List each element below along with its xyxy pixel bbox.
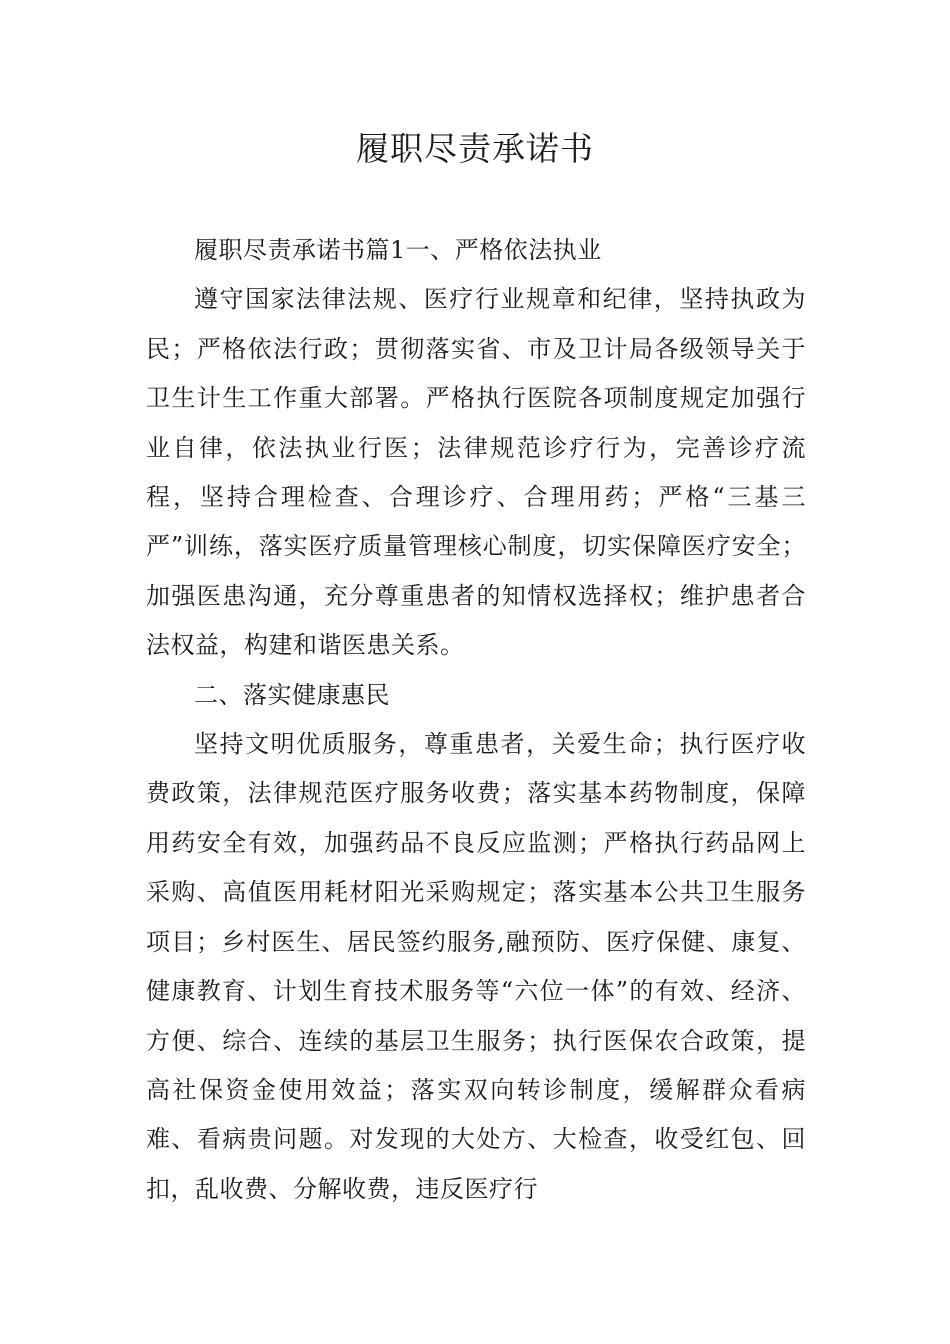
paragraph-section-2-body: 坚持文明优质服务，尊重患者，关爱生命；执行医疗收费政策，法律规范医疗服务收费；落实基本药物制度，保障用药安全有效，加强药品不良反应监测；严格执行药品网上采购、高值医用耗材阳光采购规定；落实基本公共卫生服务项目；乡村医生、居民签约服务,融预防、医疗保健、康复、健康教育、计划生育技术服务等“六位一体”的有效、经济、方便、综合、连续的基层卫生服务；执行医保农合政策，提高社保资金使用效益；落实双向转诊制度，缓解群众看病难、看病贵问题。对发现的大处方、大检查，收受红包、回扣，乱收费、分解收费，违反医疗行 [146, 730, 806, 1203]
paragraph-section-1-heading: 履职尽责承诺书篇1一、严格依法执业 [194, 236, 602, 264]
paragraph-section-2-heading: 二、落实健康惠民 [194, 680, 390, 709]
document-body [146, 226, 806, 1214]
document-title: 履职尽责承诺书 [356, 129, 594, 168]
paragraph-section-1-body: 遵守国家法律法规、医疗行业规章和纪律，坚持执政为民；严格依法行政；贯彻落实省、市及卫计局各级领导关于卫生计生工作重大部署。严格执行医院各项制度规定加强行业自律，依法执业行医；法律规范诊疗行为，完善诊疗流程，坚持合理检查、合理诊疗、合理用药；严格“三基三严”训练，落实医疗质量管理核心制度，切实保障医疗安全；加强医患沟通，充分尊重患者的知情权选择权；维护患者合法权益，构建和谐医患关系。 [146, 285, 806, 660]
